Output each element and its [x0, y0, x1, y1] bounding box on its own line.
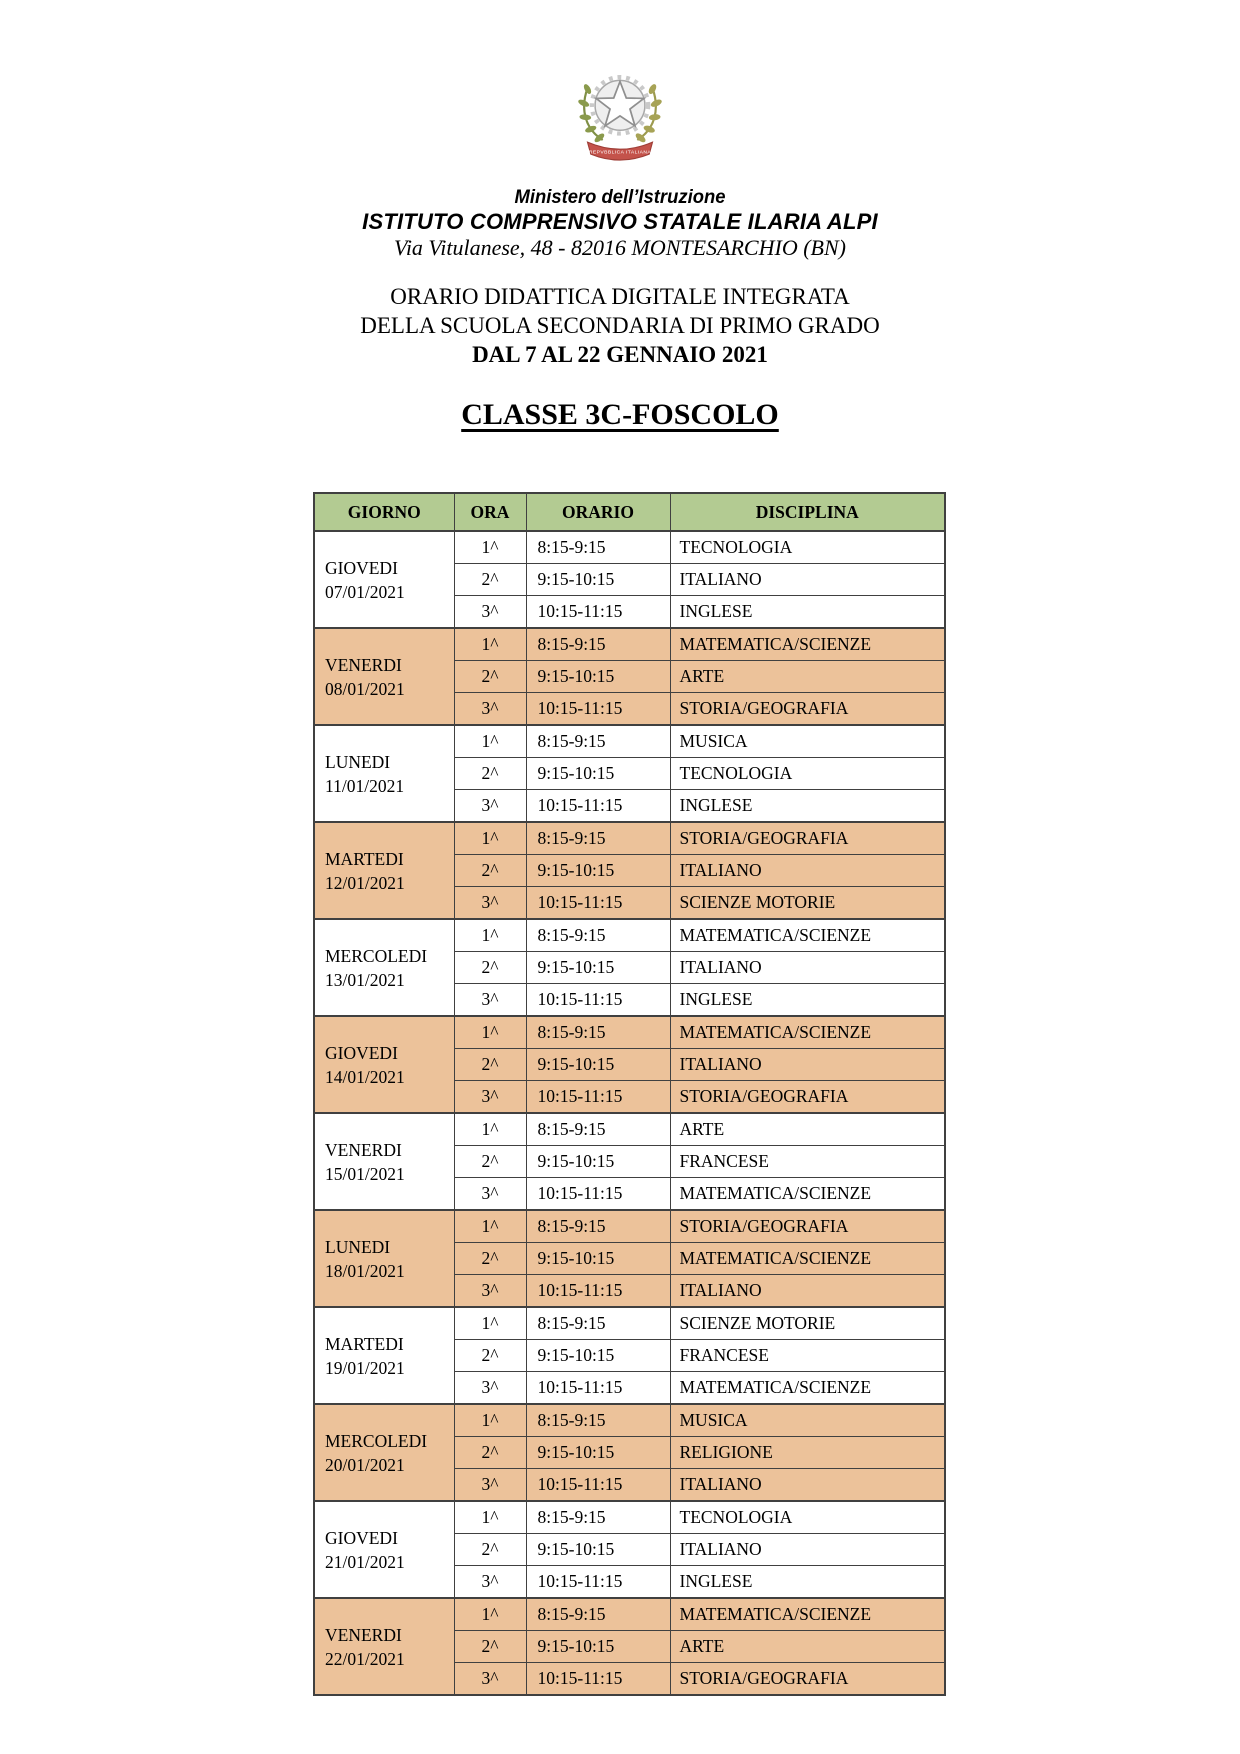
time-range-cell: 8:15-9:15 — [526, 1210, 670, 1243]
subject-cell: INGLESE — [670, 596, 945, 629]
subject-cell: STORIA/GEOGRAFIA — [670, 822, 945, 855]
subject-cell: INGLESE — [670, 1566, 945, 1599]
timetable-row — [314, 822, 945, 855]
day-date: 19/01/2021 — [325, 1357, 405, 1378]
hour-number-cell: 3^ — [454, 1372, 526, 1405]
svg-text:REPVBBLICA ITALIANA: REPVBBLICA ITALIANA — [588, 149, 652, 156]
hour-number-cell: 2^ — [454, 1631, 526, 1663]
hour-number-cell: 1^ — [454, 1501, 526, 1534]
institute-address: Via Vitulanese, 48 - 82016 MONTESARCHIO (BN) — [394, 235, 846, 260]
timetable-row — [314, 1307, 945, 1340]
subject-cell: MATEMATICA/SCIENZE — [670, 1372, 945, 1405]
day-name: VENERDI — [325, 1139, 402, 1160]
day-cell — [314, 822, 454, 919]
subject-cell: ITALIANO — [670, 564, 945, 596]
time-range-cell: 9:15-10:15 — [526, 564, 670, 596]
time-range-cell: 10:15-11:15 — [526, 1372, 670, 1405]
time-range-cell: 10:15-11:15 — [526, 1663, 670, 1696]
hour-number-cell: 1^ — [454, 1404, 526, 1437]
subject-cell: TECNOLOGIA — [670, 758, 945, 790]
subject-cell: MATEMATICA/SCIENZE — [670, 919, 945, 952]
hour-number-cell: 3^ — [454, 790, 526, 823]
subject-cell: MATEMATICA/SCIENZE — [670, 1016, 945, 1049]
day-date: 11/01/2021 — [325, 775, 405, 796]
col-header-disciplina: DISCIPLINA — [670, 493, 945, 531]
subject-cell: ARTE — [670, 1631, 945, 1663]
hour-number-cell: 2^ — [454, 564, 526, 596]
timetable-row — [314, 725, 945, 758]
subject-cell: STORIA/GEOGRAFIA — [670, 1210, 945, 1243]
subject-cell: STORIA/GEOGRAFIA — [670, 1663, 945, 1696]
day-name: GIOVEDI — [325, 1527, 398, 1548]
time-range-cell: 8:15-9:15 — [526, 531, 670, 564]
subject-cell: MATEMATICA/SCIENZE — [670, 1178, 945, 1211]
hour-number-cell: 1^ — [454, 1307, 526, 1340]
day-name: MARTEDI — [325, 1333, 404, 1354]
time-range-cell: 10:15-11:15 — [526, 790, 670, 823]
subject-cell: ARTE — [670, 1113, 945, 1146]
timetable-row — [314, 1598, 945, 1631]
time-range-cell: 10:15-11:15 — [526, 1081, 670, 1114]
subject-cell: ITALIANO — [670, 1534, 945, 1566]
doc-title-line-2: DELLA SCUOLA SECONDARIA DI PRIMO GRADO — [360, 313, 880, 338]
subject-cell: ITALIANO — [670, 952, 945, 984]
subject-cell: ITALIANO — [670, 1275, 945, 1308]
time-range-cell: 9:15-10:15 — [526, 952, 670, 984]
time-range-cell: 10:15-11:15 — [526, 1566, 670, 1599]
time-range-cell: 8:15-9:15 — [526, 1113, 670, 1146]
day-date: 14/01/2021 — [325, 1066, 405, 1087]
hour-number-cell: 2^ — [454, 1146, 526, 1178]
day-cell — [314, 1307, 454, 1404]
col-header-giorno: GIORNO — [314, 493, 454, 531]
institute-name: ISTITUTO COMPRENSIVO STATALE ILARIA ALPI — [362, 209, 878, 234]
time-range-cell: 10:15-11:15 — [526, 984, 670, 1017]
hour-number-cell: 3^ — [454, 1663, 526, 1696]
doc-title-line-1: ORARIO DIDATTICA DIGITALE INTEGRATA — [390, 284, 850, 309]
day-date: 20/01/2021 — [325, 1454, 405, 1475]
day-cell — [314, 1016, 454, 1113]
time-range-cell: 9:15-10:15 — [526, 1049, 670, 1081]
timetable-row — [314, 531, 945, 564]
hour-number-cell: 1^ — [454, 1598, 526, 1631]
day-name: MARTEDI — [325, 848, 404, 869]
day-name: LUNEDI — [325, 751, 391, 772]
hour-number-cell: 2^ — [454, 855, 526, 887]
day-date: 08/01/2021 — [325, 678, 405, 699]
time-range-cell: 8:15-9:15 — [526, 1404, 670, 1437]
subject-cell: TECNOLOGIA — [670, 531, 945, 564]
time-range-cell: 9:15-10:15 — [526, 1631, 670, 1663]
timetable — [313, 492, 946, 1696]
time-range-cell: 9:15-10:15 — [526, 1437, 670, 1469]
time-range-cell: 9:15-10:15 — [526, 1534, 670, 1566]
timetable-row — [314, 919, 945, 952]
timetable-row — [314, 1404, 945, 1437]
time-range-cell: 8:15-9:15 — [526, 822, 670, 855]
hour-number-cell: 2^ — [454, 1049, 526, 1081]
subject-cell: INGLESE — [670, 984, 945, 1017]
day-cell — [314, 1210, 454, 1307]
subject-cell: MATEMATICA/SCIENZE — [670, 628, 945, 661]
timetable-row — [314, 1210, 945, 1243]
hour-number-cell: 2^ — [454, 758, 526, 790]
hour-number-cell: 3^ — [454, 1566, 526, 1599]
subject-cell: RELIGIONE — [670, 1437, 945, 1469]
hour-number-cell: 1^ — [454, 822, 526, 855]
time-range-cell: 8:15-9:15 — [526, 628, 670, 661]
hour-number-cell: 3^ — [454, 596, 526, 629]
day-cell — [314, 1501, 454, 1598]
day-cell — [314, 725, 454, 822]
day-cell — [314, 628, 454, 725]
col-header-ora: ORA — [454, 493, 526, 531]
time-range-cell: 8:15-9:15 — [526, 725, 670, 758]
subject-cell: STORIA/GEOGRAFIA — [670, 1081, 945, 1114]
time-range-cell: 9:15-10:15 — [526, 1340, 670, 1372]
ministry-line: Ministero dell’Istruzione — [514, 187, 726, 208]
hour-number-cell: 1^ — [454, 531, 526, 564]
hour-number-cell: 3^ — [454, 1178, 526, 1211]
time-range-cell: 9:15-10:15 — [526, 758, 670, 790]
subject-cell: MATEMATICA/SCIENZE — [670, 1598, 945, 1631]
day-name: MERCOLEDI — [325, 945, 428, 966]
time-range-cell: 9:15-10:15 — [526, 1243, 670, 1275]
subject-cell: INGLESE — [670, 790, 945, 823]
timetable-row — [314, 1016, 945, 1049]
hour-number-cell: 1^ — [454, 1113, 526, 1146]
org-header — [0, 186, 1240, 261]
subject-cell: TECNOLOGIA — [670, 1501, 945, 1534]
time-range-cell: 10:15-11:15 — [526, 887, 670, 920]
hour-number-cell: 2^ — [454, 952, 526, 984]
timetable-row — [314, 1113, 945, 1146]
timetable-row — [314, 1501, 945, 1534]
time-range-cell: 10:15-11:15 — [526, 693, 670, 726]
day-cell — [314, 1113, 454, 1210]
hour-number-cell: 2^ — [454, 1437, 526, 1469]
time-range-cell: 9:15-10:15 — [526, 855, 670, 887]
timetable-body — [314, 531, 945, 1695]
day-name: VENERDI — [325, 654, 402, 675]
time-range-cell: 8:15-9:15 — [526, 1016, 670, 1049]
subject-cell: FRANCESE — [670, 1340, 945, 1372]
hour-number-cell: 2^ — [454, 1243, 526, 1275]
hour-number-cell: 2^ — [454, 1534, 526, 1566]
italy-republic-emblem-icon — [564, 62, 676, 166]
hour-number-cell: 1^ — [454, 628, 526, 661]
day-name: VENERDI — [325, 1624, 402, 1645]
col-header-orario: ORARIO — [526, 493, 670, 531]
time-range-cell: 10:15-11:15 — [526, 1469, 670, 1502]
subject-cell: FRANCESE — [670, 1146, 945, 1178]
day-cell — [314, 531, 454, 628]
hour-number-cell: 3^ — [454, 1469, 526, 1502]
time-range-cell: 8:15-9:15 — [526, 1598, 670, 1631]
subject-cell: SCIENZE MOTORIE — [670, 887, 945, 920]
hour-number-cell: 3^ — [454, 693, 526, 726]
time-range-cell: 10:15-11:15 — [526, 1178, 670, 1211]
day-cell — [314, 919, 454, 1016]
timetable-row — [314, 628, 945, 661]
hour-number-cell: 2^ — [454, 661, 526, 693]
day-date: 21/01/2021 — [325, 1551, 405, 1572]
time-range-cell: 8:15-9:15 — [526, 1307, 670, 1340]
subject-cell: ARTE — [670, 661, 945, 693]
day-date: 13/01/2021 — [325, 969, 405, 990]
time-range-cell: 9:15-10:15 — [526, 1146, 670, 1178]
day-cell — [314, 1404, 454, 1501]
time-range-cell: 10:15-11:15 — [526, 1275, 670, 1308]
subject-cell: ITALIANO — [670, 1049, 945, 1081]
day-cell — [314, 1598, 454, 1695]
hour-number-cell: 1^ — [454, 919, 526, 952]
time-range-cell: 9:15-10:15 — [526, 661, 670, 693]
hour-number-cell: 1^ — [454, 725, 526, 758]
hour-number-cell: 3^ — [454, 887, 526, 920]
day-name: MERCOLEDI — [325, 1430, 428, 1451]
subject-cell: SCIENZE MOTORIE — [670, 1307, 945, 1340]
hour-number-cell: 2^ — [454, 1340, 526, 1372]
subject-cell: STORIA/GEOGRAFIA — [670, 693, 945, 726]
subject-cell: ITALIANO — [670, 855, 945, 887]
timetable-header-row — [314, 493, 945, 531]
day-date: 15/01/2021 — [325, 1163, 405, 1184]
day-date: 22/01/2021 — [325, 1648, 405, 1669]
day-name: GIOVEDI — [325, 1042, 398, 1063]
document-title — [0, 282, 1240, 369]
doc-title-line-3: DAL 7 AL 22 GENNAIO 2021 — [472, 342, 768, 367]
hour-number-cell: 1^ — [454, 1210, 526, 1243]
day-name: GIOVEDI — [325, 557, 398, 578]
day-name: LUNEDI — [325, 1236, 391, 1257]
hour-number-cell: 3^ — [454, 984, 526, 1017]
day-date: 12/01/2021 — [325, 872, 405, 893]
hour-number-cell: 1^ — [454, 1016, 526, 1049]
day-date: 18/01/2021 — [325, 1260, 405, 1281]
time-range-cell: 8:15-9:15 — [526, 919, 670, 952]
subject-cell: MUSICA — [670, 725, 945, 758]
subject-cell: ITALIANO — [670, 1469, 945, 1502]
subject-cell: MUSICA — [670, 1404, 945, 1437]
time-range-cell: 8:15-9:15 — [526, 1501, 670, 1534]
day-date: 07/01/2021 — [325, 581, 405, 602]
hour-number-cell: 3^ — [454, 1081, 526, 1114]
time-range-cell: 10:15-11:15 — [526, 596, 670, 629]
hour-number-cell: 3^ — [454, 1275, 526, 1308]
class-title: CLASSE 3C-FOSCOLO — [461, 398, 779, 431]
subject-cell: MATEMATICA/SCIENZE — [670, 1243, 945, 1275]
